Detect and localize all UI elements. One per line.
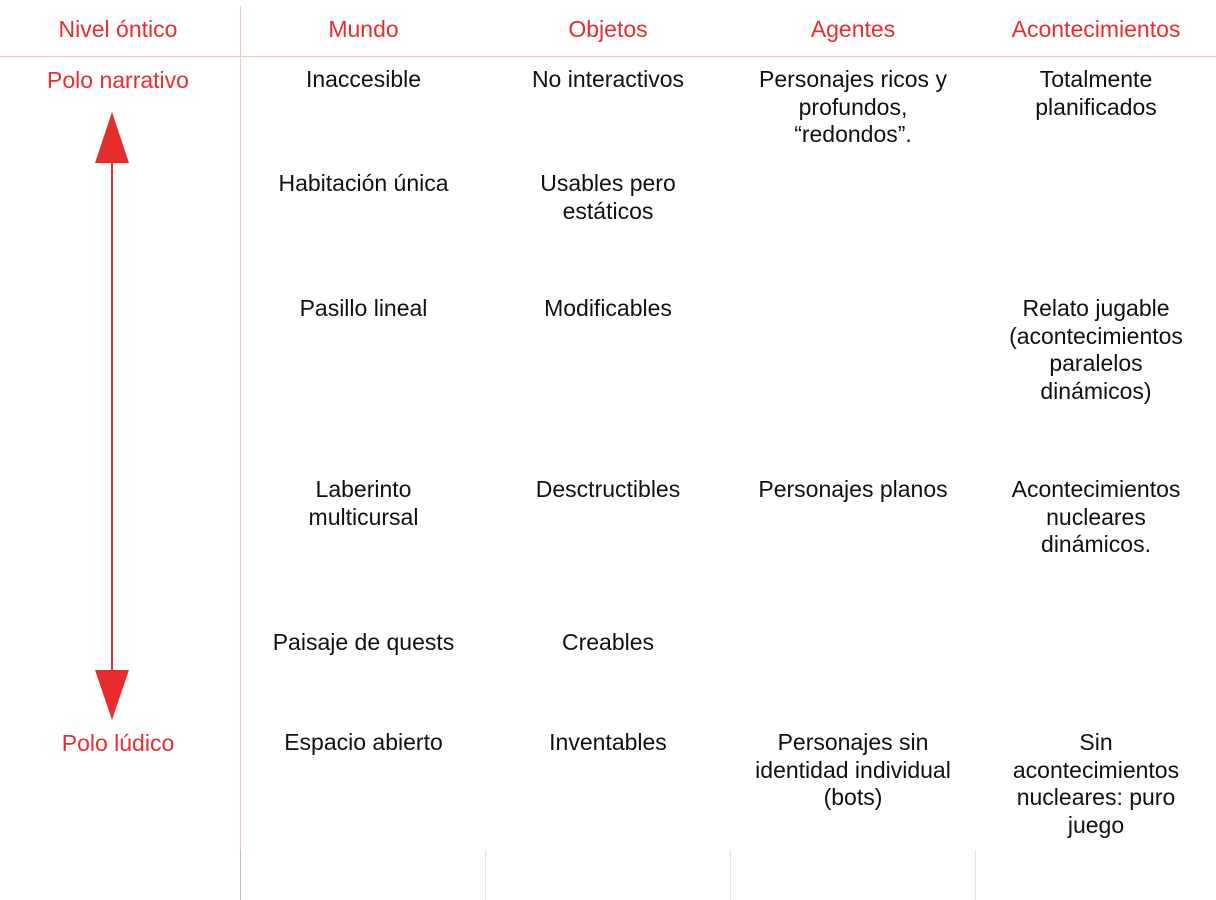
polo-narrativo-label: Polo narrativo [47, 67, 189, 93]
column-divider-footer-1 [240, 850, 241, 900]
mundo-cell: Inaccesible [305, 66, 422, 92]
objetos-cell: Modificables [544, 295, 672, 321]
acontecimientos-cell: Totalmente planificados [1035, 66, 1157, 120]
acontecimientos-cell: Relato jugable (acontecimientos paralelos dinámicos) [1009, 295, 1183, 404]
column-divider-main [240, 6, 241, 850]
polo-ludico-label: Polo lúdico [61, 730, 175, 756]
objetos-cell: Inventables [549, 729, 667, 755]
header-nivel-ontico: Nivel óntico [58, 16, 178, 42]
arrow-down-head [95, 670, 129, 720]
column-divider-footer-2 [485, 850, 486, 900]
objetos-cell: Usables pero estáticos [540, 170, 676, 224]
column-divider-footer-4 [975, 850, 976, 900]
column-divider-footer-3 [730, 850, 731, 900]
arrow-up-head [95, 112, 129, 163]
mundo-cell: Espacio abierto [284, 729, 443, 755]
mundo-cell: Pasillo lineal [299, 295, 428, 321]
objetos-cell: Desctructibles [535, 476, 681, 502]
objetos-cell: No interactivos [531, 66, 685, 92]
agentes-cell: Personajes sin identidad individual (bots) [755, 729, 951, 810]
agentes-cell: Personajes planos [758, 476, 948, 502]
agentes-cell: Personajes ricos y profundos, “redondos”. [759, 66, 947, 147]
header-objetos: Objetos [568, 16, 648, 42]
mundo-cell: Laberinto multicursal [308, 476, 419, 530]
header-mundo: Mundo [328, 16, 399, 42]
double-arrow-icon [92, 112, 132, 722]
header-agentes: Agentes [810, 16, 896, 42]
acontecimientos-cell: Sin acontecimientos nucleares: puro juego [1012, 729, 1180, 838]
objetos-cell: Creables [561, 629, 655, 655]
header-acontecimientos: Acontecimientos [1011, 16, 1181, 42]
mundo-cell: Paisaje de quests [272, 629, 455, 655]
mundo-cell: Habitación única [278, 170, 449, 196]
acontecimientos-cell: Acontecimientos nucleares dinámicos. [1011, 476, 1181, 557]
header-divider [0, 56, 1216, 57]
